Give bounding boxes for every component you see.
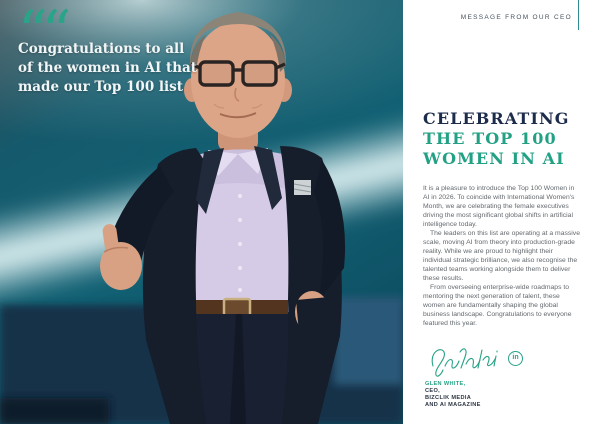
pull-quote bbox=[18, 0, 208, 97]
body-paragraph-2: The leaders on this list are operating at a massive scale, moving AI from theory into production-grade reality. While we are proud to highlight their individual strategic brilliance, we also recognise the talented teams working alongside them to deliver these results. bbox=[423, 230, 580, 282]
byline-company-2: AND AI MAGAZINE bbox=[425, 402, 481, 408]
byline-name: GLEN WHITE, bbox=[425, 381, 466, 387]
byline-company-1: BIZCLIK MEDIA bbox=[425, 395, 472, 401]
header-rule bbox=[578, 0, 580, 30]
editorial-panel bbox=[403, 0, 600, 424]
body-paragraph-1: It is a pleasure to introduce the Top 100 Women in AI in 2026. To coincide with International Women's Month, we are celebrating the female executives driving the most significant global shifts in artificial intelligence today. bbox=[423, 185, 575, 228]
signature-icon bbox=[425, 344, 505, 378]
article-body bbox=[423, 184, 580, 328]
quote-line-1: Congratulations to all bbox=[18, 41, 185, 57]
byline bbox=[425, 381, 481, 409]
title-line-2: THE TOP 100 bbox=[423, 129, 557, 148]
article-title bbox=[423, 109, 582, 169]
linkedin-icon[interactable]: in bbox=[508, 351, 523, 366]
title-line-3: WOMEN IN AI bbox=[423, 149, 565, 168]
quote-line-2: of the women in AI that bbox=[18, 60, 198, 76]
quote-mark-icon: ““ bbox=[18, 0, 66, 66]
quote-line-3: made our Top 100 list bbox=[18, 79, 184, 95]
section-label: MESSAGE FROM OUR CEO bbox=[460, 14, 572, 21]
byline-role: CEO, bbox=[425, 388, 441, 394]
signature-row bbox=[425, 344, 580, 378]
title-line-1: CELEBRATING bbox=[423, 109, 570, 128]
body-paragraph-3: From overseeing enterprise-wide roadmaps to mentoring the next generation of talent, these women are fundamentally shaping the global business landscape. Congratulations to everyone featured this year. bbox=[423, 284, 572, 327]
